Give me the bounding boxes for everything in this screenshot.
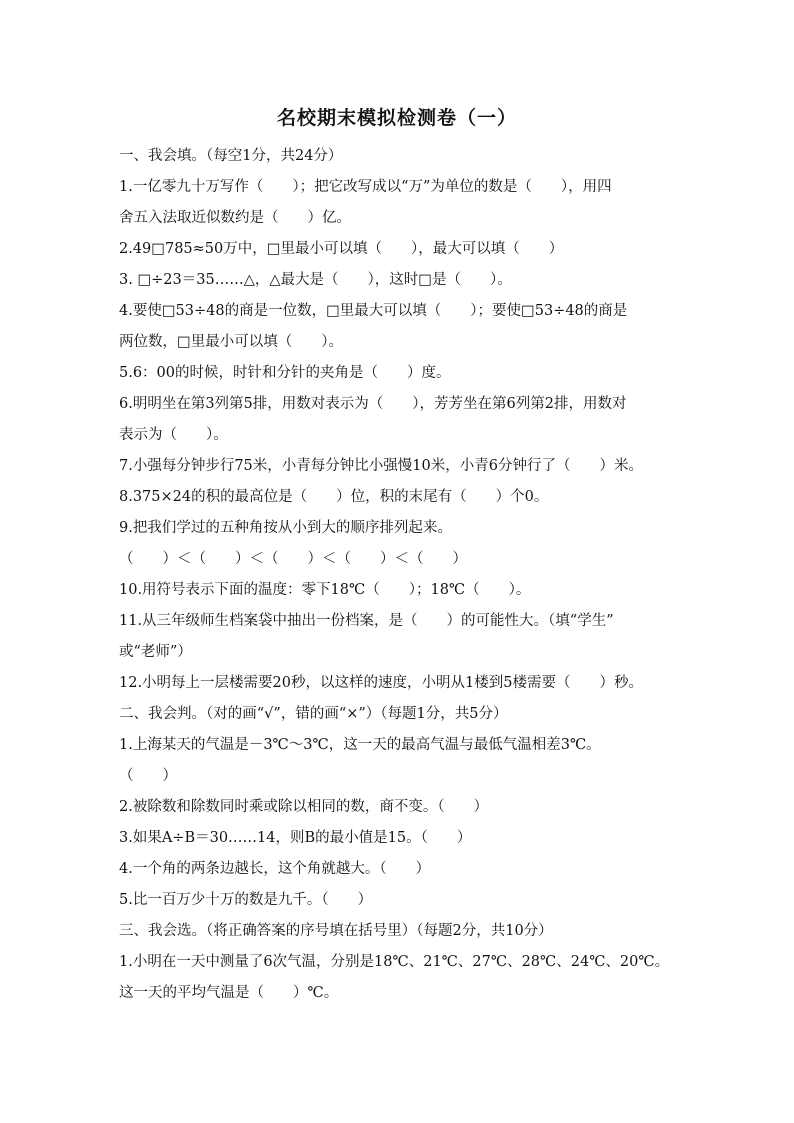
question-line: 2.49□785≈50万中，□里最小可以填（ ），最大可以填（ ）: [119, 241, 564, 257]
exam-content: [119, 141, 699, 1009]
question-line: 8.375×24的积的最高位是（ ）位，积的末尾有（ ）个0。: [119, 489, 549, 505]
section-2-heading: 二、我会判。（对的画“√”，错的画“×”）（每题1分，共5分）: [119, 706, 508, 722]
question-line: 4.要使□53÷48的商是一位数，□里最大可以填（ ）；要使□53÷48的商是: [119, 303, 628, 319]
question-line: 或“老师”）: [119, 644, 192, 660]
question-line: 11.从三年级师生档案袋中抽出一份档案，是（ ）的可能性大。（填“学生”: [119, 613, 614, 629]
question-line: （ ）: [119, 768, 177, 784]
question-line: 7.小强每分钟步行75米，小青每分钟比小强慢10米，小青6分钟行了（ ）米。: [119, 458, 643, 474]
question-line: 5.比一百万少十万的数是九千。（ ）: [119, 892, 373, 908]
question-line: 12.小明每上一层楼需要20秒，以这样的速度，小明从1楼到5楼需要（ ）秒。: [119, 675, 643, 691]
question-line: 3.如果A÷B＝30……14，则B的最小值是15。（ ）: [119, 830, 472, 846]
question-line: 3. □÷23＝35……△，△最大是（ ），这时□是（ ）。: [119, 272, 512, 288]
question-line: 9.把我们学过的五种角按从小到大的顺序排列起来。: [119, 520, 452, 536]
question-line: 表示为（ ）。: [119, 427, 228, 443]
question-line: 5.6：00的时候，时针和分针的夹角是（ ）度。: [119, 365, 451, 381]
section-3-heading: 三、我会选。（将正确答案的序号填在括号里）（每题2分，共10分）: [119, 923, 553, 939]
section-1-heading: 一、我会填。（每空1分，共24分）: [119, 148, 343, 164]
question-line: 4.一个角的两条边越长，这个角就越大。（ ）: [119, 861, 431, 877]
page-title: 名校期末模拟检测卷（一）: [276, 107, 517, 129]
question-line: （ ）＜（ ）＜（ ）＜（ ）＜（ ）: [119, 551, 467, 567]
question-line: 6.明明坐在第3列第5排，用数对表示为（ ），芳芳坐在第6列第2排，用数对: [119, 396, 627, 412]
question-line: 1.小明在一天中测量了6次气温，分别是18℃、21℃、27℃、28℃、24℃、20℃。: [119, 954, 670, 970]
question-line: 两位数，□里最小可以填（ ）。: [119, 334, 343, 350]
question-line: 2.被除数和除数同时乘或除以相同的数，商不变。（ ）: [119, 799, 489, 815]
question-line: 1.上海某天的气温是－3℃～3℃，这一天的最高气温与最低气温相差3℃。: [119, 737, 601, 753]
question-line: 这一天的平均气温是（ ）℃。: [119, 985, 339, 1001]
question-line: 1.一亿零九十万写作（ ）；把它改写成以“万”为单位的数是（ ），用四: [119, 179, 612, 195]
question-line: 10.用符号表示下面的温度：零下18℃（ ）；18℃（ ）。: [119, 582, 531, 598]
question-line: 舍五入法取近似数约是（ ）亿。: [119, 210, 351, 226]
